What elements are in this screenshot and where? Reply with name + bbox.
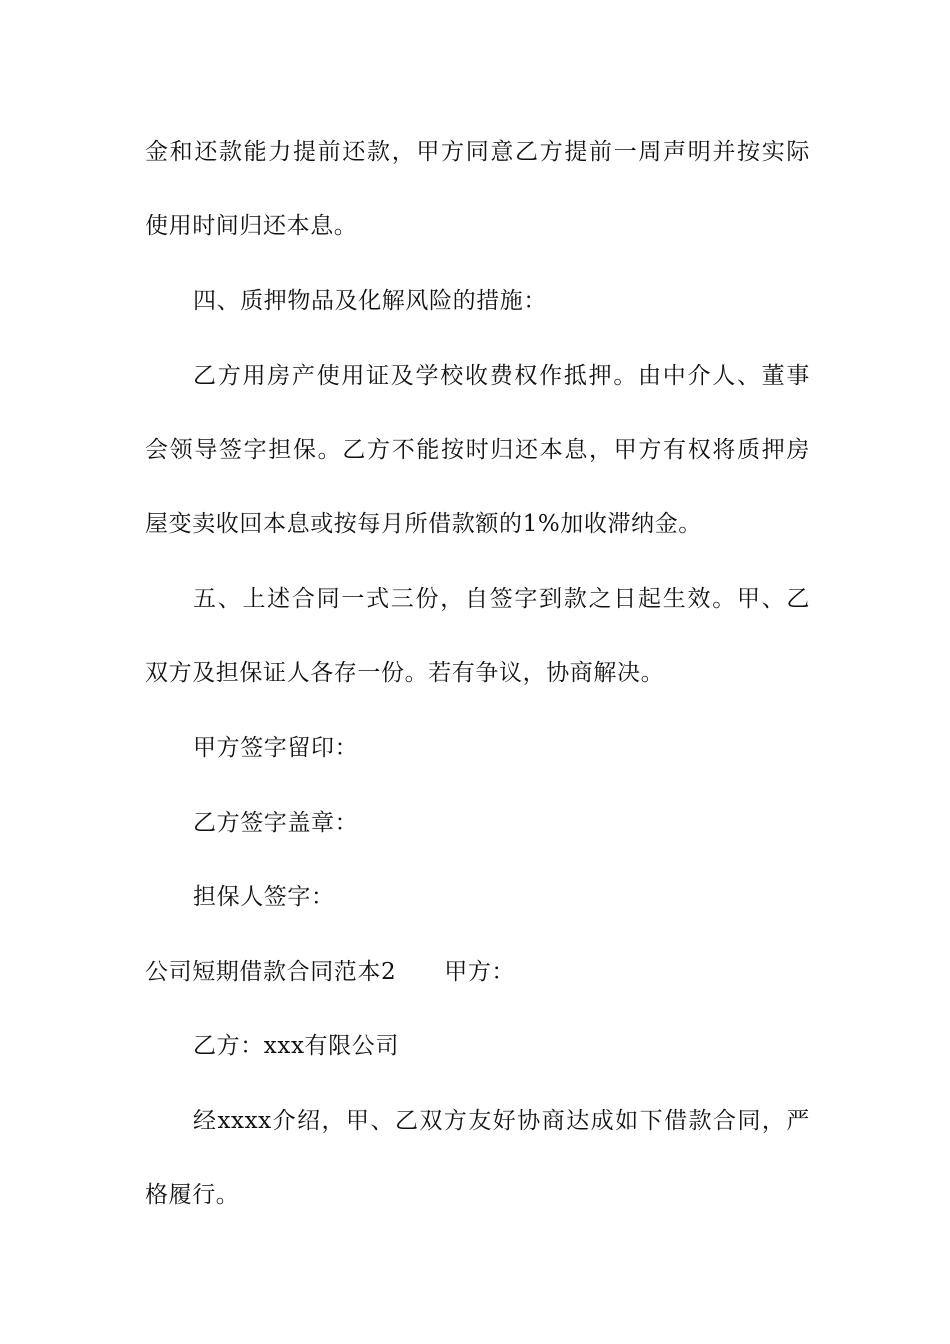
party-b-line: 乙方：xxx有限公司 xyxy=(193,1033,399,1059)
party-b-signature-label: 乙方签字盖章： xyxy=(193,810,359,836)
section-heading-4: 四、质押物品及化解风险的措施： xyxy=(193,288,547,314)
section-paragraph-5: 五、上述合同一式三份，自签字到款之日起生效。甲、乙 xyxy=(193,586,810,612)
paragraph-line: 会领导签字担保。乙方不能按时归还本息，甲方有权将质押房 xyxy=(145,437,810,463)
party-a-label: 甲方： xyxy=(444,959,516,985)
contract-heading-line xyxy=(145,957,810,987)
guarantor-signature-label: 担保人签字： xyxy=(193,884,335,910)
paragraph-line: 屋变卖收回本息或按每月所借款额的1%加收滞纳金。 xyxy=(145,511,702,537)
paragraph-line: 双方及担保证人各存一份。若有争议，协商解决。 xyxy=(145,660,665,686)
paragraph-line: 金和还款能力提前还款，甲方同意乙方提前一周声明并按实际 xyxy=(145,139,810,165)
paragraph-line: 使用时间归还本息。 xyxy=(145,213,358,239)
party-a-signature-label: 甲方签字留印： xyxy=(193,735,359,761)
paragraph-line: 乙方用房产使用证及学校收费权作抵押。由中介人、董事 xyxy=(193,363,810,389)
contract-title: 公司短期借款合同范本2 xyxy=(145,959,397,985)
paragraph-line: 经xxxx介绍，甲、乙双方友好协商达成如下借款合同，严 xyxy=(193,1108,810,1134)
paragraph-line: 格履行。 xyxy=(145,1182,240,1208)
